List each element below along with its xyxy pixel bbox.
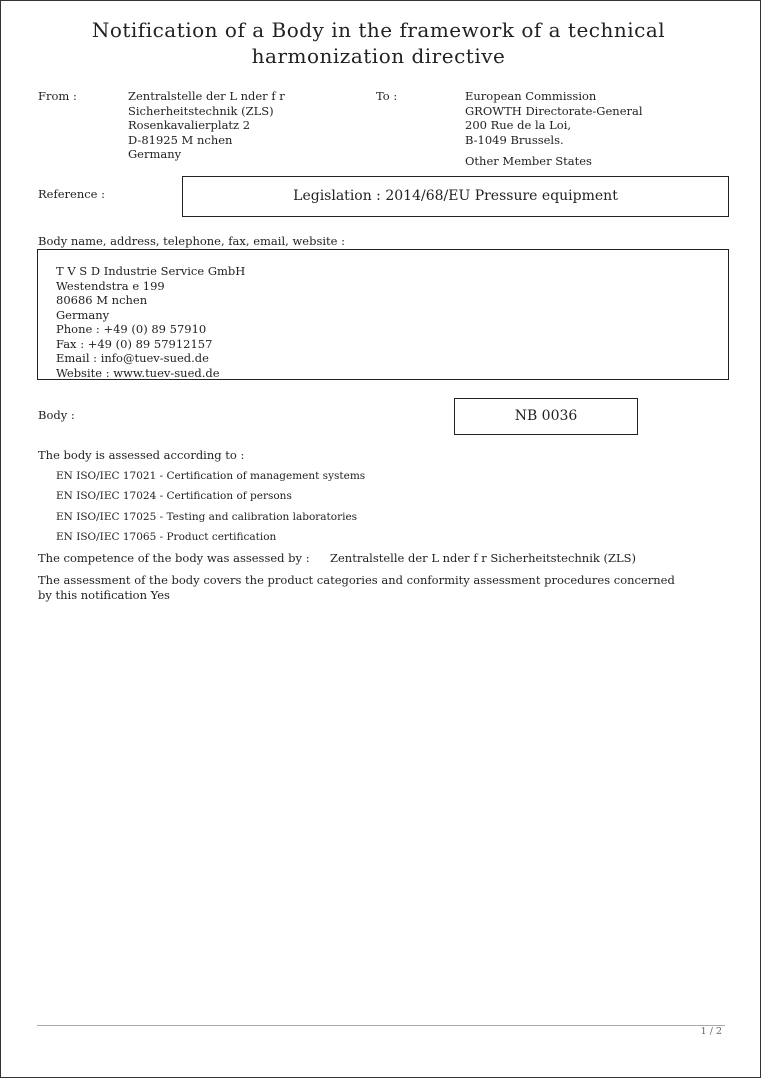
competence-value: Zentralstelle der L nder f r Sicherheitstechnik (ZLS): [330, 551, 636, 565]
standard-item: EN ISO/IEC 17021 - Certification of management systems: [56, 470, 366, 482]
nb-box: [454, 398, 638, 435]
page-number: 1 / 2: [700, 1026, 722, 1037]
footer-divider: [37, 1025, 725, 1026]
title-line-1: Notification of a Body in the framework of a technical: [91, 18, 666, 42]
nb-number: NB 0036: [514, 408, 578, 424]
to-other-member-states: Other Member States: [465, 154, 592, 168]
from-line: Germany: [128, 147, 182, 161]
body-info-label: Body name, address, telephone, fax, email, website :: [38, 234, 345, 248]
to-label: To :: [376, 89, 398, 103]
standard-item: EN ISO/IEC 17024 - Certification of persons: [56, 490, 292, 502]
from-label: From :: [38, 89, 77, 103]
assessment-covers-line: The assessment of the body covers the product categories and conformity assessment procedures concerned: [38, 573, 675, 587]
body-info-line: Website : www.tuev-sued.de: [56, 365, 220, 380]
to-line: 200 Rue de la Loi,: [465, 118, 572, 132]
from-address: [128, 89, 285, 162]
from-line: Sicherheitstechnik (ZLS): [128, 103, 274, 118]
body-info-box: [37, 249, 729, 380]
assessment-covers: [38, 573, 675, 602]
to-line: European Commission: [465, 89, 597, 103]
body-info-line: 80686 M nchen: [56, 293, 148, 307]
reference-box: [182, 176, 729, 217]
body-info-line: Germany: [56, 307, 110, 322]
to-line: GROWTH Directorate-General: [465, 103, 643, 118]
body-info-line: Fax : +49 (0) 89 57912157: [56, 336, 213, 351]
body-info-lines: [56, 264, 245, 380]
body-info-line: Email : info@tuev-sued.de: [56, 351, 209, 365]
reference-value: Legislation : 2014/68/EU Pressure equipment: [293, 188, 618, 204]
standard-item: EN ISO/IEC 17025 - Testing and calibration laboratories: [56, 511, 358, 523]
from-line: Rosenkavalierplatz 2: [128, 118, 251, 132]
reference-label: Reference :: [38, 187, 106, 201]
assessment-covers-line: by this notification Yes: [38, 587, 170, 602]
body-info-line: Phone : +49 (0) 89 57910: [56, 322, 207, 336]
body-label: Body :: [38, 408, 75, 422]
document-title: [41, 17, 716, 69]
competence-label: The competence of the body was assessed by :: [38, 551, 310, 565]
from-line: D-81925 M nchen: [128, 132, 233, 147]
to-address: [465, 89, 643, 147]
from-line: Zentralstelle der L nder f r: [128, 89, 285, 103]
title-line-2: harmonization directive: [251, 44, 506, 68]
assessed-according-label: The body is assessed according to :: [38, 448, 245, 462]
body-info-line: T V S D Industrie Service GmbH: [56, 264, 246, 278]
to-line: B-1049 Brussels.: [465, 132, 564, 147]
standard-item: EN ISO/IEC 17065 - Product certification: [56, 531, 277, 543]
body-info-line: Westendstra e 199: [56, 278, 165, 293]
